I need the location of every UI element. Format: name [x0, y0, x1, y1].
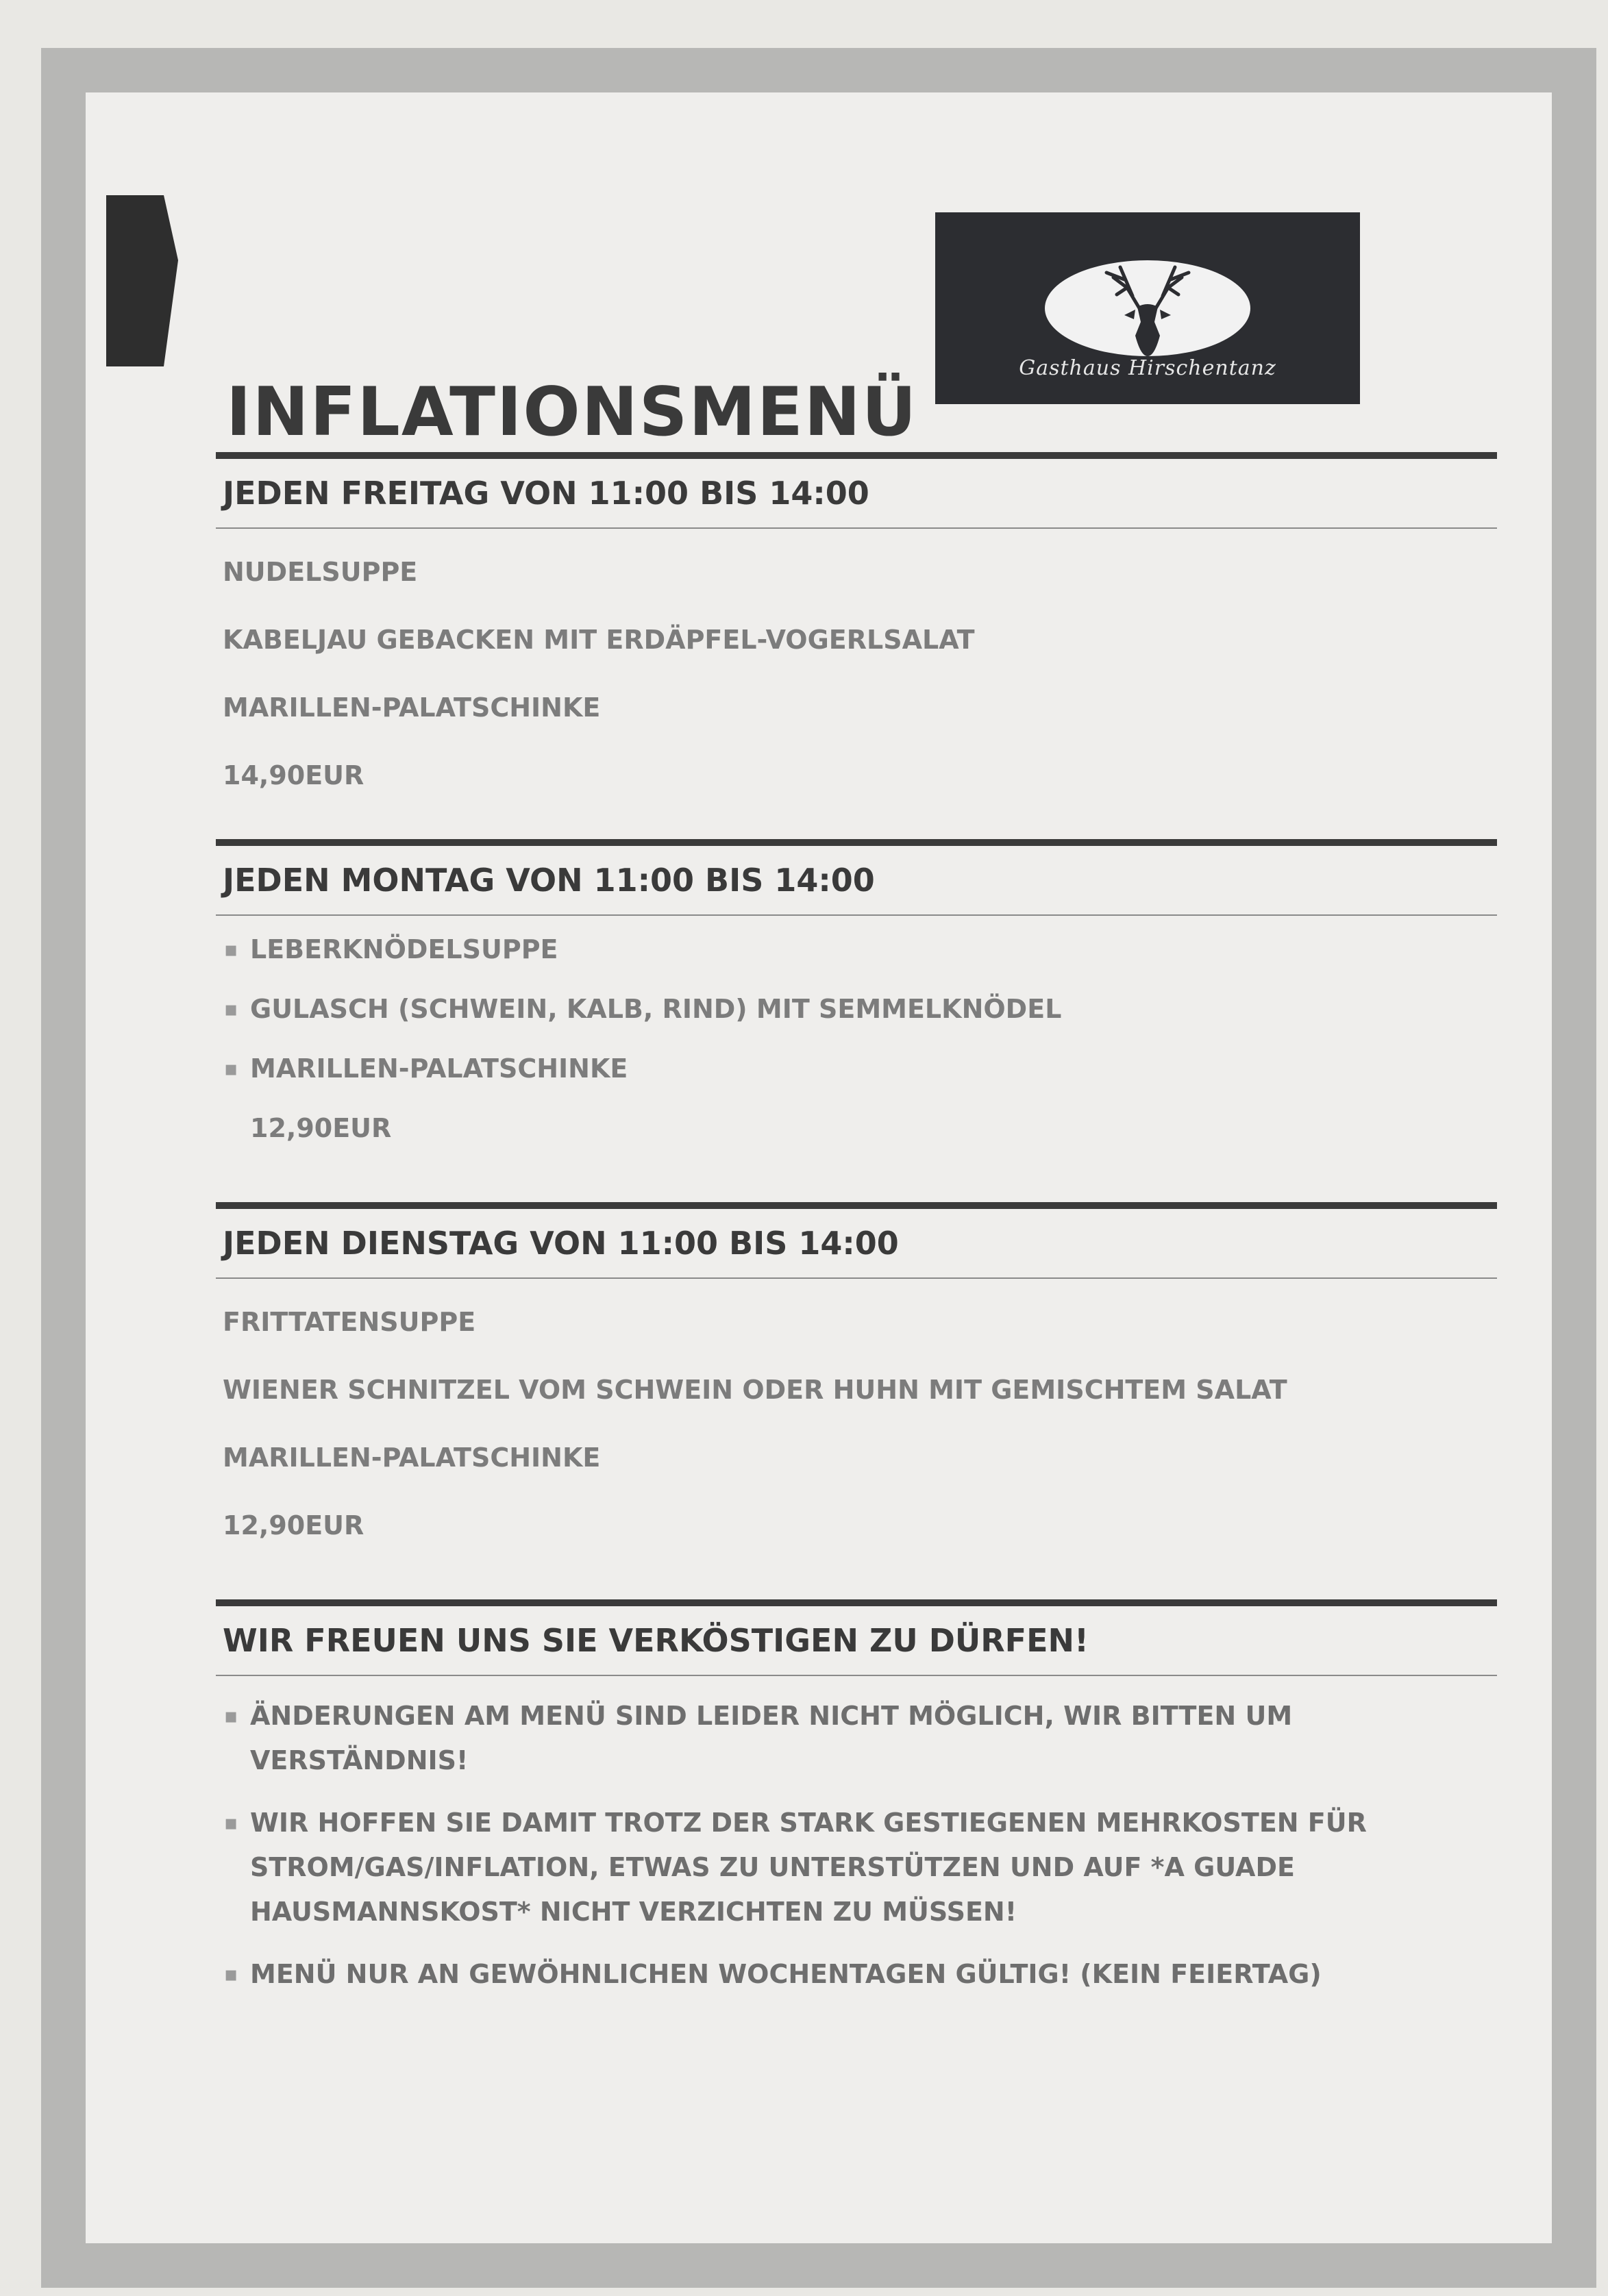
menu-item-label: GULASCH (SCHWEIN, KALB, RIND) MIT SEMMELKNÖDEL: [250, 994, 1062, 1024]
bullet-icon: ▪: [224, 1704, 238, 1728]
section-divider: [216, 452, 1497, 459]
menu-section-dienstag: [216, 1202, 1497, 1560]
note-text: ÄNDERUNGEN AM MENÜ SIND LEIDER NICHT MÖGLICH, WIR BITTEN UM VERSTÄNDNIS!: [250, 1701, 1293, 1775]
menu-price: 12,90EUR: [223, 1510, 364, 1540]
heading-underline: [216, 1675, 1497, 1676]
menu-item: WIENER SCHNITZEL VOM SCHWEIN ODER HUHN MIT GEMISCHTEM SALAT: [223, 1375, 1287, 1405]
note-item: [216, 1801, 1497, 1934]
heading-underline: [216, 527, 1497, 529]
menu-item: [216, 979, 1497, 1039]
section-heading: JEDEN DIENSTAG VON 11:00 BIS 14:00: [223, 1225, 899, 1262]
bullet-icon: ▪: [224, 1057, 238, 1081]
menu-item-label: LEBERKNÖDELSUPPE: [250, 934, 558, 964]
bullet-icon: ▪: [224, 938, 238, 962]
menu-paper: [86, 92, 1552, 2243]
tab-marker: [106, 195, 178, 366]
note-item: [216, 1694, 1497, 1783]
bullet-icon: ▪: [224, 1962, 238, 1986]
menu-item-label: MARILLEN-PALATSCHINKE: [250, 1053, 628, 1084]
paper-sheet-frame: [41, 48, 1596, 2288]
section-heading: JEDEN FREITAG VON 11:00 BIS 14:00: [223, 475, 869, 512]
menu-item: MARILLEN-PALATSCHINKE: [223, 692, 601, 723]
logo-text: Gasthaus Hirschentanz: [1019, 356, 1276, 380]
menu-title: INFLATIONSMENÜ: [226, 373, 918, 451]
heading-underline: [216, 1277, 1497, 1279]
section-divider: [216, 1599, 1497, 1606]
menu-item: [216, 920, 1497, 979]
deer-head-icon: [1086, 253, 1209, 356]
note-text: MENÜ NUR AN GEWÖHNLICHEN WOCHENTAGEN GÜLTIG! (KEIN FEIERTAG): [250, 1959, 1322, 1989]
bullet-icon: ▪: [224, 997, 238, 1021]
closing-heading: WIR FREUEN UNS SIE VERKÖSTIGEN ZU DÜRFEN!: [223, 1622, 1089, 1659]
menu-item: NUDELSUPPE: [223, 557, 418, 587]
note-text: WIR HOFFEN SIE DAMIT TROTZ DER STARK GESTIEGENEN MEHRKOSTEN FÜR STROM/GAS/INFLATION, ETWAS ZU UNTERSTÜTZEN UND AUF *A GUADE HAUSMANNSKOST* NICHT VERZICHTEN ZU MÜSSEN!: [250, 1808, 1367, 1927]
menu-item: FRITTATENSUPPE: [223, 1307, 476, 1337]
menu-section-montag: [216, 839, 1497, 1158]
menu-price: 12,90EUR: [250, 1113, 392, 1143]
menu-item: [216, 1039, 1497, 1099]
restaurant-logo: [935, 212, 1360, 404]
menu-item: MARILLEN-PALATSCHINKE: [223, 1443, 601, 1473]
closing-section: [216, 1599, 1497, 1997]
section-divider: [216, 839, 1497, 846]
heading-underline: [216, 914, 1497, 916]
note-item: [216, 1952, 1497, 1997]
section-heading: JEDEN MONTAG VON 11:00 BIS 14:00: [223, 862, 875, 899]
menu-item: KABELJAU GEBACKEN MIT ERDÄPFEL-VOGERLSALAT: [223, 625, 975, 655]
menu-price: 14,90EUR: [223, 760, 364, 790]
bullet-icon: ▪: [224, 1811, 238, 1835]
menu-section-freitag: [216, 452, 1497, 810]
section-divider: [216, 1202, 1497, 1209]
